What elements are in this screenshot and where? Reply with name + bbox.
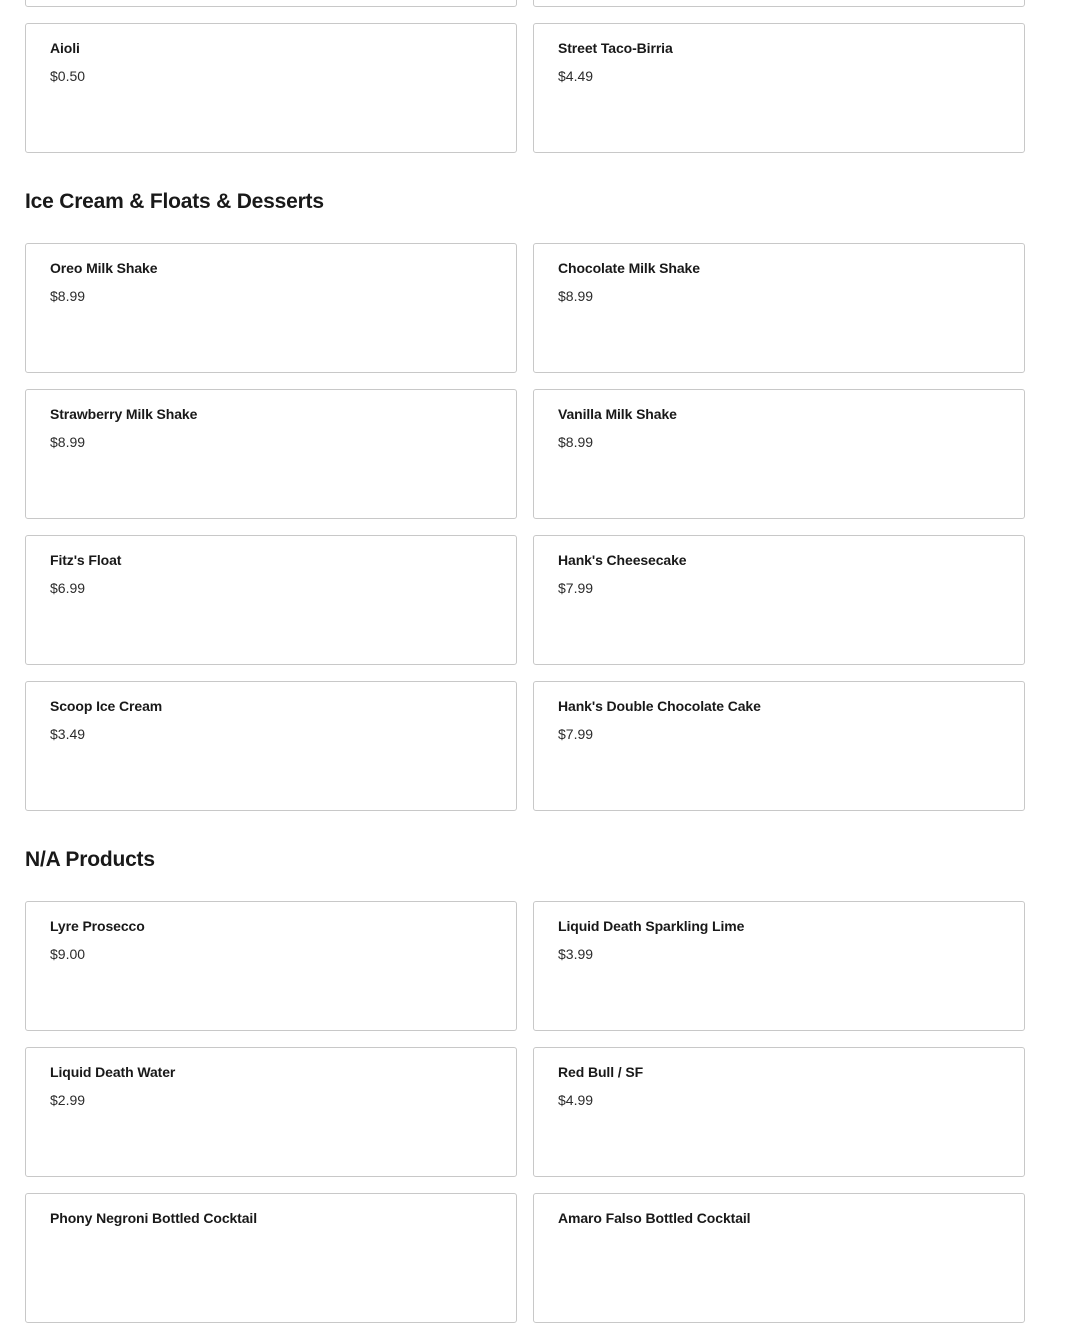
- menu-item-card-red-bull-sf[interactable]: [533, 1047, 1025, 1177]
- menu-item-price: $8.99: [50, 434, 86, 450]
- menu-item-name: Liquid Death Water: [50, 1064, 176, 1080]
- menu-grid: [25, 243, 1025, 811]
- menu-section-desserts: [25, 153, 1025, 811]
- menu-item-card[interactable]: [533, 0, 1025, 7]
- menu-item-price: $8.99: [558, 434, 594, 450]
- menu-item-card-aioli[interactable]: [25, 23, 517, 153]
- menu-item-name: Hank's Cheesecake: [558, 552, 687, 568]
- menu-item-card-hanks-cheesecake[interactable]: [533, 535, 1025, 665]
- menu-item-card-strawberry-milk-shake[interactable]: [25, 389, 517, 519]
- menu-item-name: Lyre Prosecco: [50, 918, 145, 934]
- menu-item-price: $3.99: [558, 946, 594, 962]
- menu-item-price: $0.50: [50, 68, 86, 84]
- menu-item-name: Fitz's Float: [50, 552, 122, 568]
- menu-item-card-chocolate-milk-shake[interactable]: [533, 243, 1025, 373]
- menu-item-price: $8.99: [50, 288, 86, 304]
- menu-item-price: $3.49: [50, 726, 86, 742]
- menu-item-price: $8.99: [558, 288, 594, 304]
- menu-item-price: $9.00: [50, 946, 86, 962]
- menu-item-price: $2.99: [50, 1092, 86, 1108]
- menu-item-name: Red Bull / SF: [558, 1064, 644, 1080]
- menu-item-card-hanks-double-chocolate-cake[interactable]: [533, 681, 1025, 811]
- menu-item-name: Chocolate Milk Shake: [558, 260, 700, 276]
- menu-item-card-liquid-death-sparkling-lime[interactable]: [533, 901, 1025, 1031]
- menu-item-card[interactable]: [25, 0, 517, 7]
- menu-section-na-products: [25, 811, 1025, 1323]
- menu-item-card-liquid-death-water[interactable]: [25, 1047, 517, 1177]
- section-title: N/A Products: [25, 848, 155, 871]
- menu-item-card-fitzs-float[interactable]: [25, 535, 517, 665]
- menu-item-name: Vanilla Milk Shake: [558, 406, 677, 422]
- menu-item-card-amaro-falso[interactable]: [533, 1193, 1025, 1323]
- menu-item-card-scoop-ice-cream[interactable]: [25, 681, 517, 811]
- menu-item-price: $7.99: [558, 580, 594, 596]
- menu-item-price: $7.99: [558, 726, 594, 742]
- menu-section-sides: [25, 0, 1025, 153]
- menu-item-card-lyre-prosecco[interactable]: [25, 901, 517, 1031]
- menu-item-name: Strawberry Milk Shake: [50, 406, 198, 422]
- menu-item-name: Aioli: [50, 40, 80, 56]
- menu-item-card-oreo-milk-shake[interactable]: [25, 243, 517, 373]
- menu-grid: [25, 901, 1025, 1323]
- menu-item-price: $4.99: [558, 1092, 594, 1108]
- menu-item-price: $4.49: [558, 68, 594, 84]
- menu-item-name: Liquid Death Sparkling Lime: [558, 918, 745, 934]
- menu-list: [25, 0, 1025, 1323]
- menu-item-card-street-taco-birria[interactable]: [533, 23, 1025, 153]
- menu-item-card-vanilla-milk-shake[interactable]: [533, 389, 1025, 519]
- menu-item-name: Hank's Double Chocolate Cake: [558, 698, 761, 714]
- menu-item-name: Phony Negroni Bottled Cocktail: [50, 1210, 258, 1226]
- menu-grid: [25, 0, 1025, 153]
- section-title: Ice Cream & Floats & Desserts: [25, 190, 324, 213]
- menu-item-price: $6.99: [50, 580, 86, 596]
- menu-item-name: Amaro Falso Bottled Cocktail: [558, 1210, 751, 1226]
- menu-item-name: Oreo Milk Shake: [50, 260, 158, 276]
- menu-item-card-phony-negroni[interactable]: [25, 1193, 517, 1323]
- menu-item-name: Street Taco-Birria: [558, 40, 673, 56]
- menu-item-name: Scoop Ice Cream: [50, 698, 163, 714]
